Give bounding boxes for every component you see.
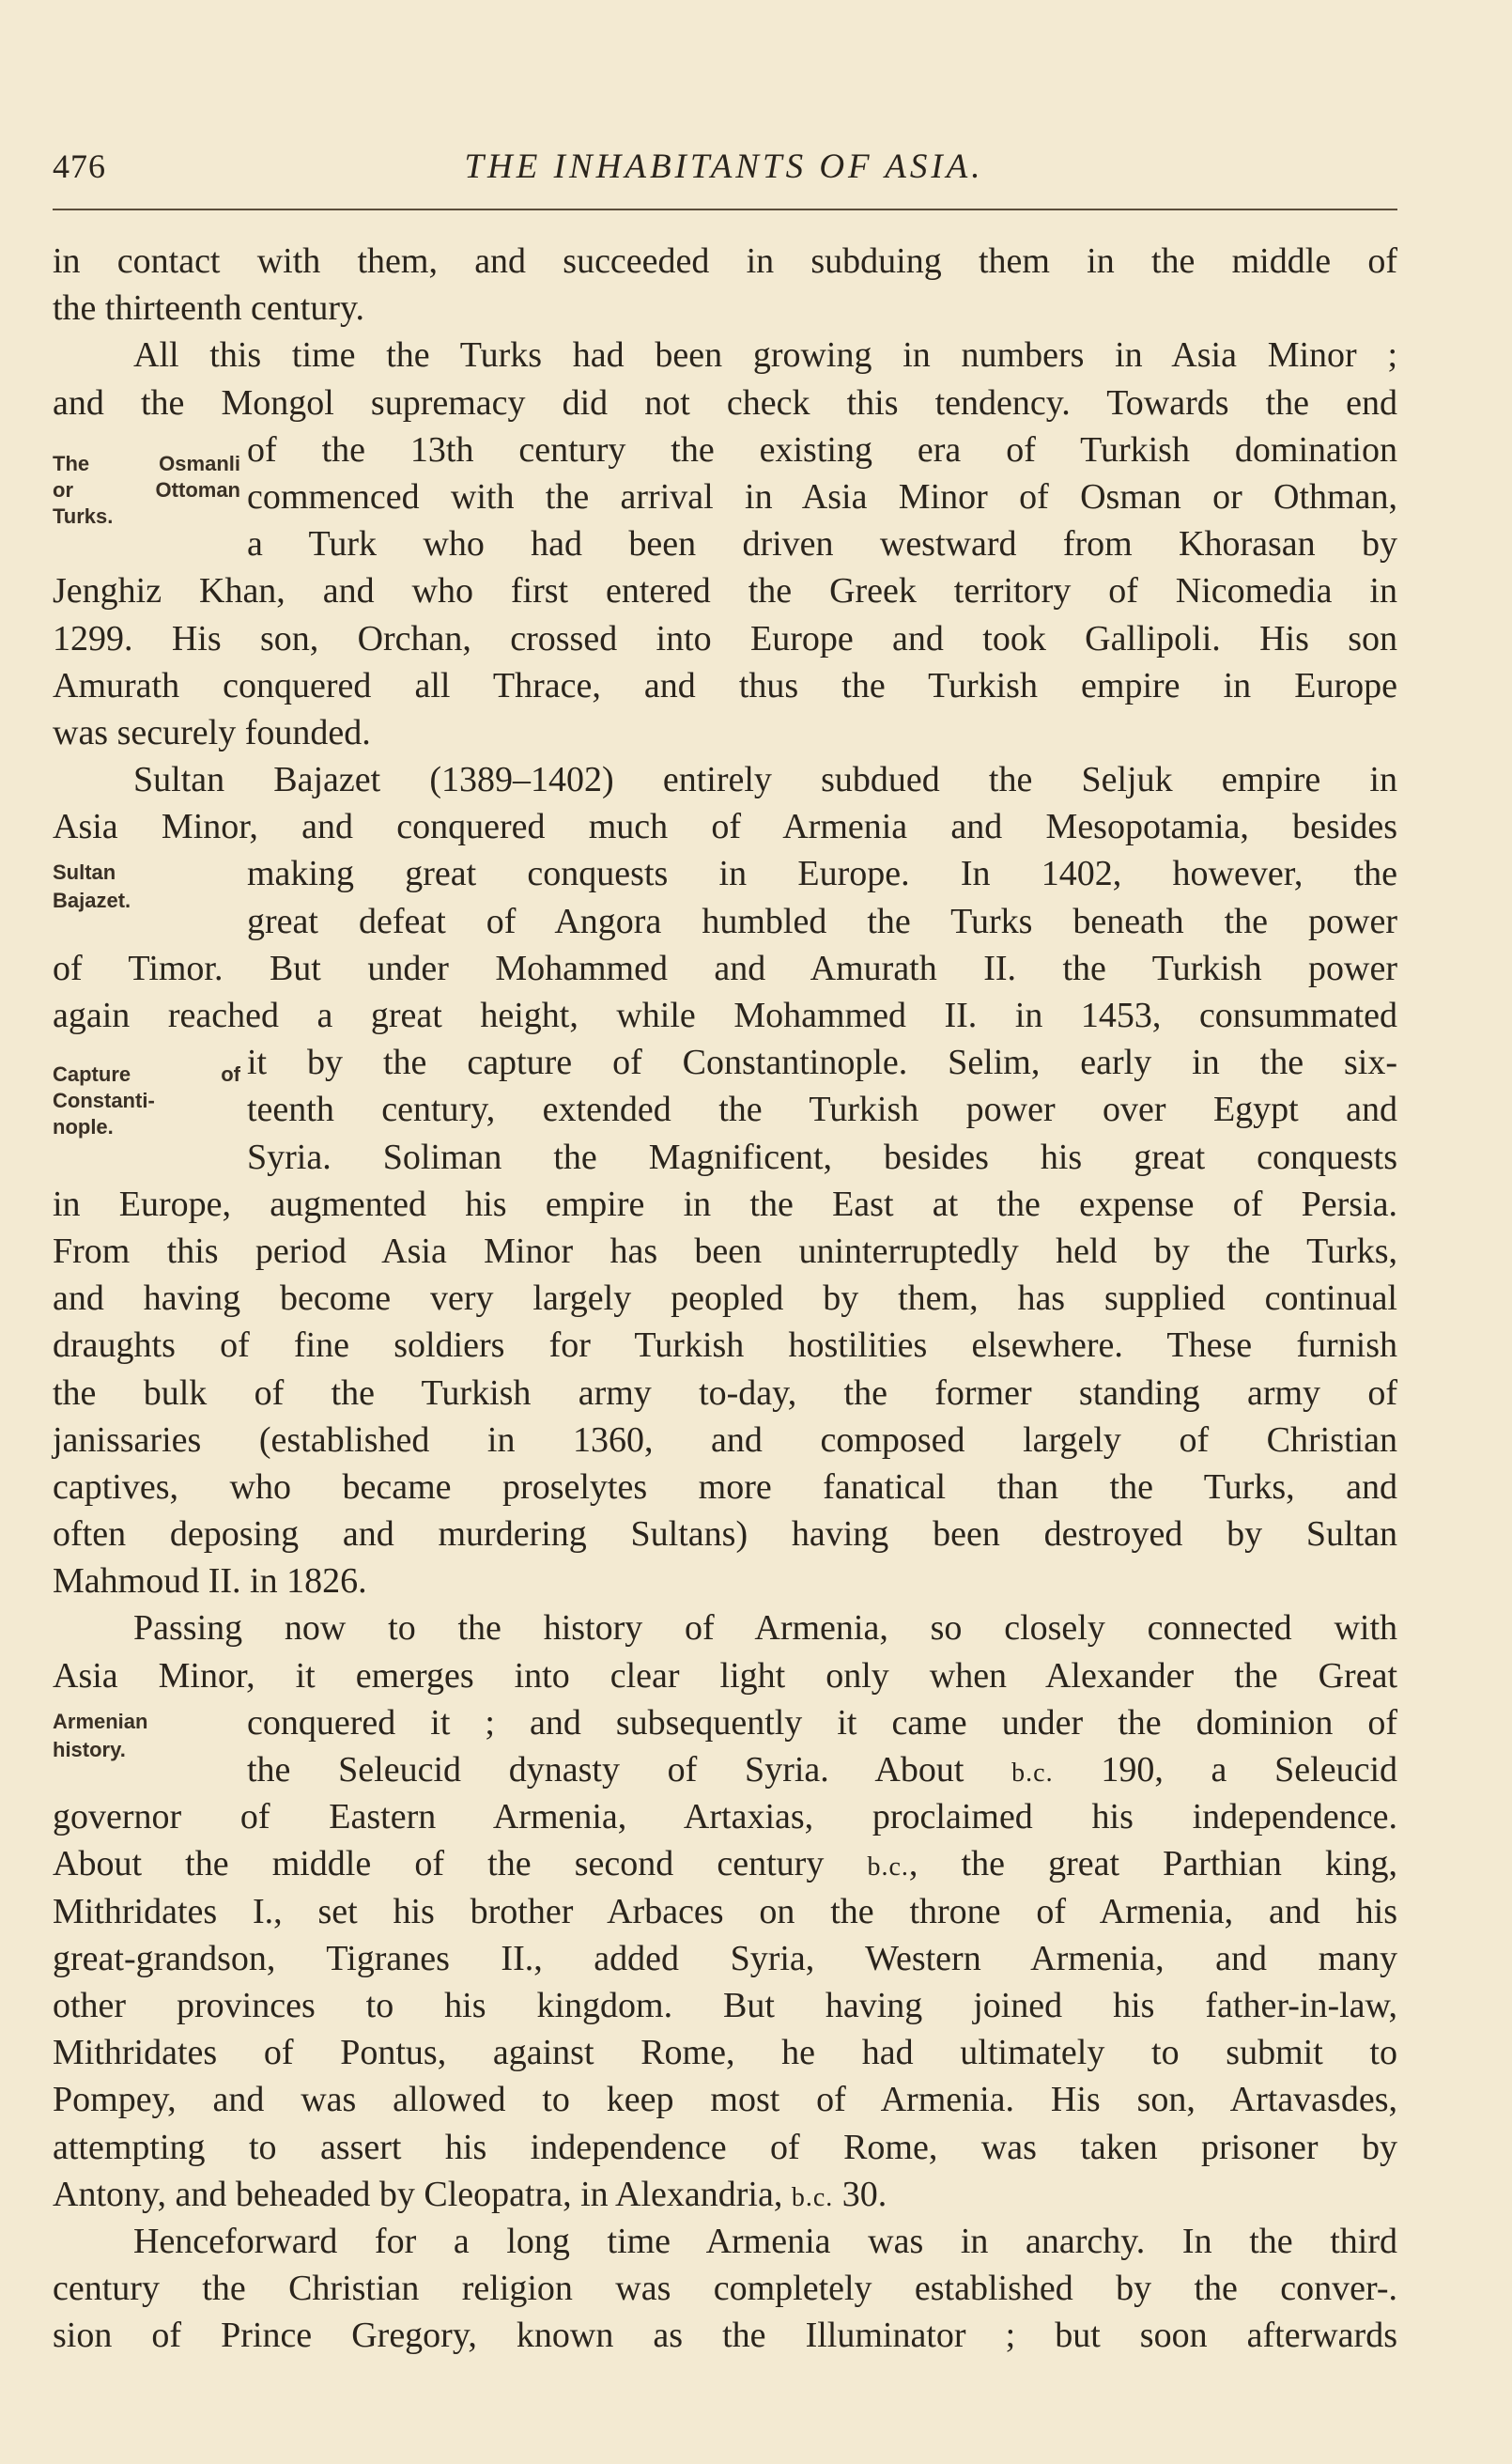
text-span: making great conquests in Europe. In 1402, however, the <box>247 854 1397 894</box>
text-line <box>53 1746 1397 1793</box>
text-line: was securely founded. <box>53 712 371 752</box>
text-span: 30. <box>841 2174 887 2214</box>
text-line <box>53 850 1397 913</box>
side-note-line: or Ottoman <box>53 477 240 502</box>
text-line <box>53 2171 1397 2218</box>
text-line: draughts of fine soldiers for Turkish hostilities elsewhere. These furnish <box>53 1325 1397 1366</box>
running-head: THE INHABITANTS OF ASIA. <box>464 147 984 186</box>
text-span: About the middle of the second century <box>53 1844 825 1884</box>
text-line: Henceforward for a long time Armenia was in anarchy. In the third <box>133 2221 1397 2261</box>
text-line: the bulk of the Turkish army to-day, the former standing army of <box>53 1372 1397 1413</box>
text-line: Pompey, and was allowed to keep most of Armenia. His son, Artavasdes, <box>53 2080 1397 2120</box>
text-line: Mahmoud II. in 1826. <box>53 1561 367 1602</box>
text-line: teenth century, extended the Turkish power over Egypt and <box>247 1090 1397 1130</box>
text-line: Jenghiz Khan, and who first entered the Greek territory of Nicomedia in <box>53 571 1397 612</box>
text-line: great defeat of Angora humbled the Turks beneath the power <box>247 901 1397 941</box>
text-line: Mithridates I., set his brother Arbaces on the throne of Armenia, and his <box>53 1891 1397 1931</box>
text-span: the Seleucid dynasty of Syria. About <box>247 1750 964 1790</box>
body-text <box>53 238 1397 2359</box>
text-line: often deposing and murdering Sultans) having been destroyed by Sultan <box>53 1514 1397 1555</box>
text-line: great-grandson, Tigranes II., added Syria, Western Armenia, and many <box>53 1938 1397 1978</box>
era-abbreviation: b.c. <box>791 2182 834 2212</box>
text-line: Syria. Soliman the Magnificent, besides his great conquests <box>247 1137 1397 1177</box>
side-note-line: Sultan <box>53 860 116 885</box>
header-rule <box>53 209 1397 210</box>
text-line <box>53 1699 1397 1761</box>
text-line: 1299. His son, Orchan, crossed into Europe and took Gallipoli. His son <box>53 618 1397 659</box>
text-line: attempting to assert his independence of Rome, was taken prisoner by <box>53 2127 1397 2167</box>
page-number: 476 <box>53 147 106 185</box>
text-line: governor of Eastern Armenia, Artaxias, proclaimed his independence. <box>53 1797 1397 1837</box>
text-line <box>53 1840 1397 1887</box>
text-span: , the great Parthian king, <box>908 1844 1398 1884</box>
text-line: Asia Minor, and conquered much of Armenia and Mesopotamia, besides <box>53 807 1397 847</box>
text-line: again reached a great height, while Mohammed II. in 1453, consummated <box>53 996 1397 1035</box>
text-line: From this period Asia Minor has been uninterruptedly held by the Turks, <box>53 1231 1397 1271</box>
text-line: of Timor. But under Mohammed and Amurath II. the Turkish power <box>53 948 1397 988</box>
text-line: in contact with them, and succeeded in subduing them in the middle of <box>53 241 1397 281</box>
text-line: captives, who became proselytes more fanatical than the Turks, and <box>53 1466 1397 1507</box>
text-line: the thirteenth century. <box>53 288 365 329</box>
side-note-line: The Osmanli <box>53 451 240 475</box>
text-line: sion of Prince Gregory, known as the Illuminator ; but soon afterwards <box>53 2316 1397 2356</box>
side-note-line: nople. <box>53 1115 114 1139</box>
text-span: 190, a Seleucid <box>1101 1750 1398 1790</box>
text-line: commenced with the arrival in Asia Minor of Osman or Othman, <box>247 476 1397 517</box>
text-line: janissaries (established in 1360, and composed largely of Christian <box>53 1419 1397 1460</box>
text-line: and the Mongol supremacy did not check this tendency. Towards the end <box>53 382 1397 423</box>
text-line: Amurath conquered all Thrace, and thus the Turkish empire in Europe <box>53 665 1397 705</box>
text-line: century the Christian religion was completely established by the conver-. <box>53 2269 1397 2309</box>
text-span: it by the capture of Constantinople. Selim, early in the six- <box>247 1043 1397 1083</box>
side-note-line: Armenian <box>53 1709 148 1733</box>
text-line: Sultan Bajazet (1389–1402) entirely subdued the Seljuk empire in <box>133 760 1397 800</box>
text-line: other provinces to his kingdom. But having joined his father-in-law, <box>53 1985 1397 2025</box>
text-line: in Europe, augmented his empire in the East at the expense of Persia. <box>53 1184 1397 1224</box>
era-abbreviation: b.c. <box>1011 1759 1054 1788</box>
text-line: Mithridates of Pontus, against Rome, he had ultimately to submit to <box>53 2033 1397 2073</box>
text-line: All this time the Turks had been growing in numbers in Asia Minor ; <box>133 335 1397 376</box>
side-note-line: Capture of <box>53 1062 240 1087</box>
text-span: Antony, and beheaded by Cleopatra, in Alexandria, <box>53 2174 783 2214</box>
text-line: and having become very largely peopled by them, has supplied continual <box>53 1278 1397 1319</box>
text-line: Passing now to the history of Armenia, so closely connected with <box>133 1608 1397 1649</box>
text-line: a Turk who had been driven westward from Khorasan by <box>247 524 1397 565</box>
side-note-line: Turks. <box>53 504 114 528</box>
side-note-line: history. <box>53 1737 126 1761</box>
side-note-line: Constanti- <box>53 1089 155 1113</box>
side-note-line: Bajazet. <box>53 889 131 913</box>
text-line: Asia Minor, it emerges into clear light only when Alexander the Great <box>53 1655 1397 1696</box>
text-span: of the 13th century the existing era of Turkish domination <box>247 429 1397 470</box>
page-header <box>53 141 1396 197</box>
era-abbreviation: b.c. <box>867 1852 909 1883</box>
text-span: conquered it ; and subsequently it came under the dominion of <box>247 1702 1397 1743</box>
